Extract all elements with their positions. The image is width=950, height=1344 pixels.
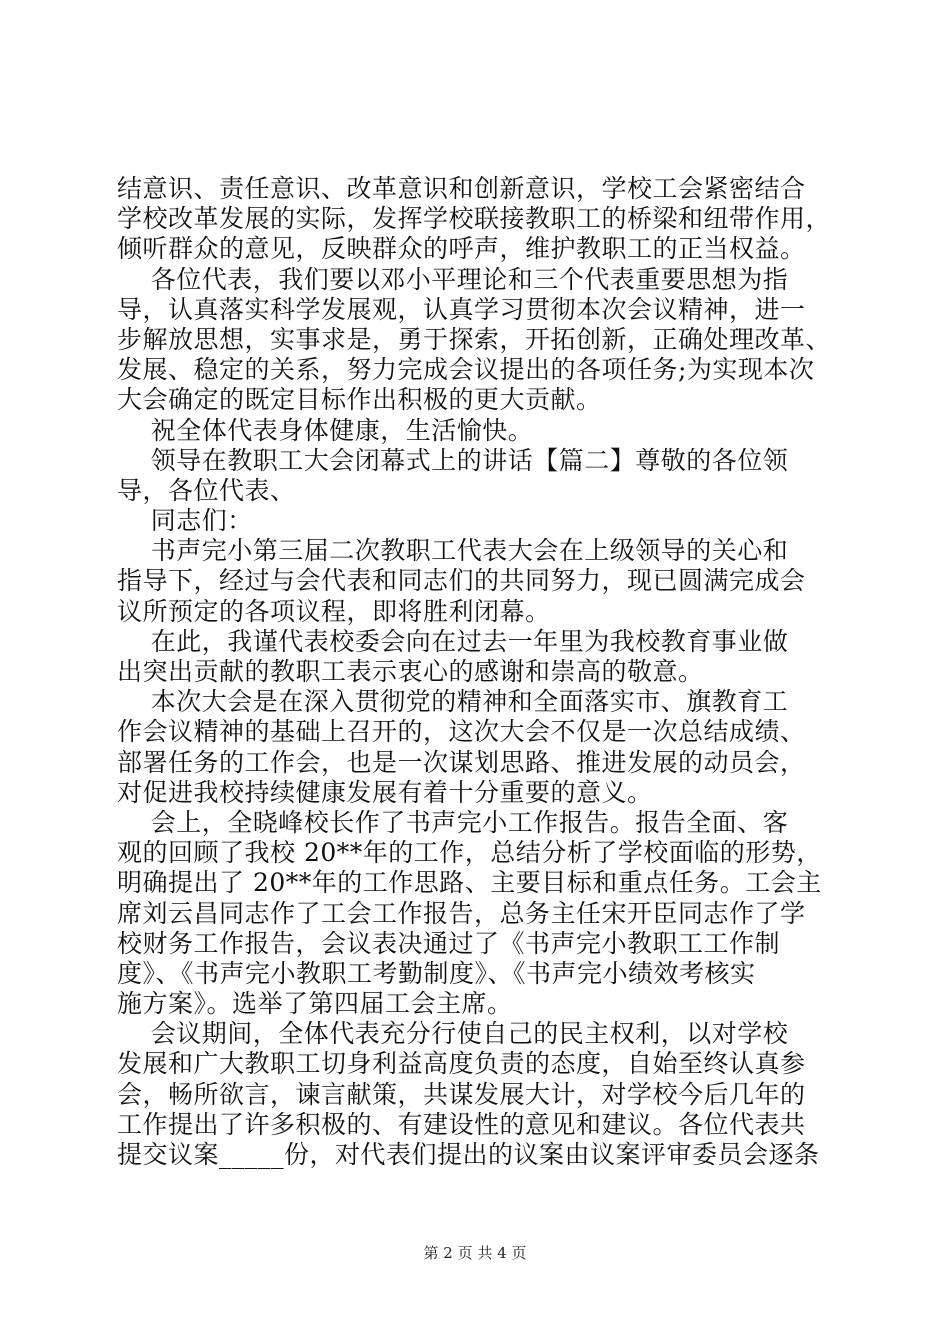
text-line: 席刘云昌同志作了工会工作报告，总务主任宋开臣同志作了学 xyxy=(117,898,806,928)
text-line: 明确提出了 20**年的工作思路、主要目标和重点任务。工会主 xyxy=(117,868,822,898)
text-line: 大会确定的既定目标作出积极的更大贡献。 xyxy=(117,385,602,415)
page-number-footer: 第 2 页 共 4 页 xyxy=(423,1244,527,1262)
text-line: 步解放思想，实事求是，勇于探索，开拓创新，正确处理改革、 xyxy=(117,324,832,354)
body-text xyxy=(117,174,833,1170)
text-line: 部署任务的工作会，也是一次谋划思路、推进发展的动员会， xyxy=(117,747,806,777)
text-line: 会，畅所欲言，谏言献策，共谋发展大计，对学校今后几年的 xyxy=(117,1079,806,1109)
text-line: 祝全体代表身体健康，生活愉快。 xyxy=(117,415,534,445)
text-line: 各位代表，我们要以邓小平理论和三个代表重要思想为指 xyxy=(117,264,789,294)
text-line: 施方案》。选举了第四届工会主席。 xyxy=(117,989,513,1019)
text-line: 导，各位代表、 xyxy=(117,475,296,505)
text-line: 书声完小第三届二次教职工代表大会在上级领导的关心和 xyxy=(117,536,789,566)
text-line: 会议期间，全体代表充分行使自己的民主权利，以对学校 xyxy=(117,1019,789,1049)
text-line: 导，认真落实科学发展观，认真学习贯彻本次会议精神，进一 xyxy=(117,294,806,324)
text-line: 本次大会是在深入贯彻党的精神和全面落实市、旗教育工 xyxy=(117,687,789,717)
text-line: 倾听群众的意见，反映群众的呼声，维护教职工的正当权益。 xyxy=(117,234,806,264)
text-line: 结意识、责任意识、改革意识和创新意识，学校工会紧密结合 xyxy=(117,174,806,203)
text-line: 指导下，经过与会代表和同志们的共同努力，现已圆满完成会 xyxy=(117,566,806,596)
text-line: 作会议精神的基础上召开的，这次大会不仅是一次总结成绩、 xyxy=(117,717,806,747)
text-line: 领导在教职工大会闭幕式上的讲话【篇二】尊敬的各位领 xyxy=(117,445,789,475)
text-line: 学校改革发展的实际，发挥学校联接教职工的桥梁和纽带作用， xyxy=(117,204,832,234)
text-line: 议所预定的各项议程，即将胜利闭幕。 xyxy=(117,596,551,626)
text-line: 校财务工作报告，会议表决通过了《书声完小教职工工作制 xyxy=(117,928,781,958)
text-line: 发展、稳定的关系，努力完成会议提出的各项任务;为实现本次 xyxy=(117,355,815,385)
text-line: 出突出贡献的教职工表示衷心的感谢和崇高的敬意。 xyxy=(117,657,704,686)
text-line: 对促进我校持续健康发展有着十分重要的意义。 xyxy=(117,777,653,807)
text-line: 工作提出了许多积极的、有建设性的意见和建议。各位代表共 xyxy=(117,1109,806,1139)
text-line: 度》、《书声完小教职工考勤制度》、《书声完小绩效考核实 xyxy=(117,958,756,988)
text-line: 观的回顾了我校 20**年的工作，总结分析了学校面临的形势， xyxy=(117,838,822,868)
text-line: 提交议案_____份，对代表们提出的议案由议案评审委员会逐条 xyxy=(117,1140,820,1169)
text-line: 同志们： xyxy=(117,506,253,536)
text-line: 会上，全晓峰校长作了书声完小工作报告。报告全面、客 xyxy=(117,807,789,837)
text-line: 在此，我谨代表校委会向在过去一年里为我校教育事业做 xyxy=(117,626,789,656)
text-line: 发展和广大教职工切身利益高度负责的态度，自始至终认真参 xyxy=(117,1049,806,1079)
